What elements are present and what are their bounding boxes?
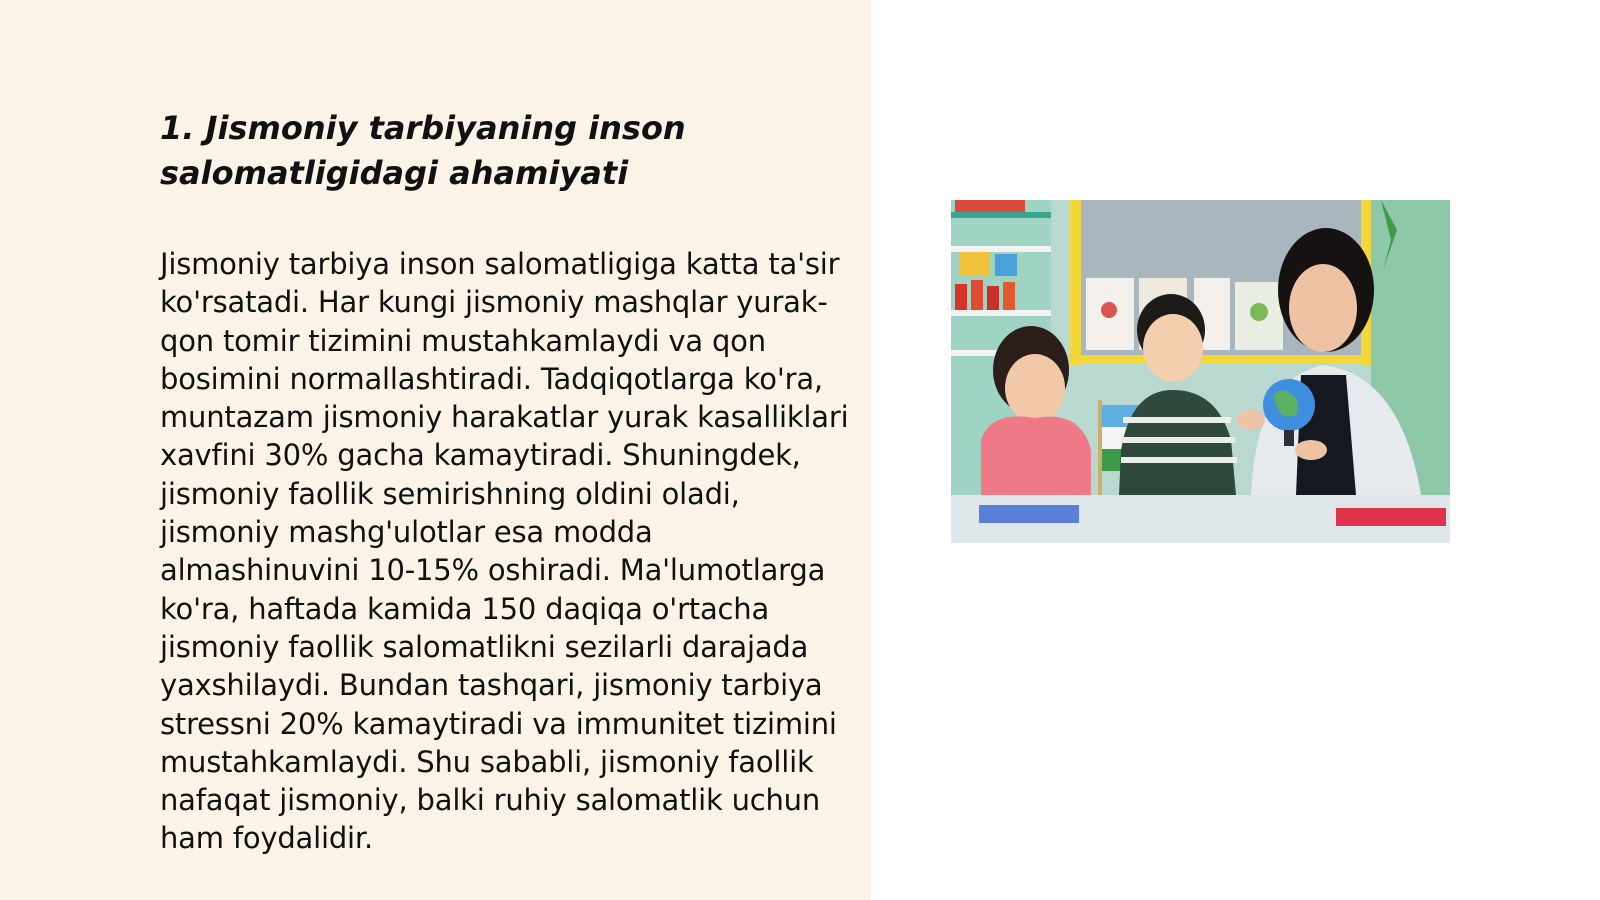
slide-title: 1. Jismoniy tarbiyaning inson salomatligidagi ahamiyati: [160, 109, 686, 192]
slide-body-text: Jismoniy tarbiya inson salomatligiga katta ta'sir ko'rsatadi. Har kungi jismoniy mashqlar yurak-qon tomir tizimini mustahkamlaydi va qon bosimini normallashtiradi. Tadqiqotlarga ko'ra, muntazam jismoniy harakatlar yurak kasalliklari xavfini 30% gacha kamaytiradi. Shuningdek, jismoniy faollik semirishning oldini oladi, jismoniy mashg'ulotlar esa modda almashinuvini 10-15% oshiradi. Ma'lumotlarga ko'ra, haftada kamida 150 daqiqa o'rtacha jismoniy faollik salomatlikni sezilarli darajada yaxshilaydi. Bundan tashqari, jismoniy tarbiya stressni 20% kamaytiradi va immunitet tizimini mustahkamlaydi. Shu sababli, jismoniy faollik nafaqat jismoniy, balki ruhiy salomatlik uchun ham foydalidir.: [160, 247, 849, 856]
classroom-photo: [951, 200, 1450, 543]
